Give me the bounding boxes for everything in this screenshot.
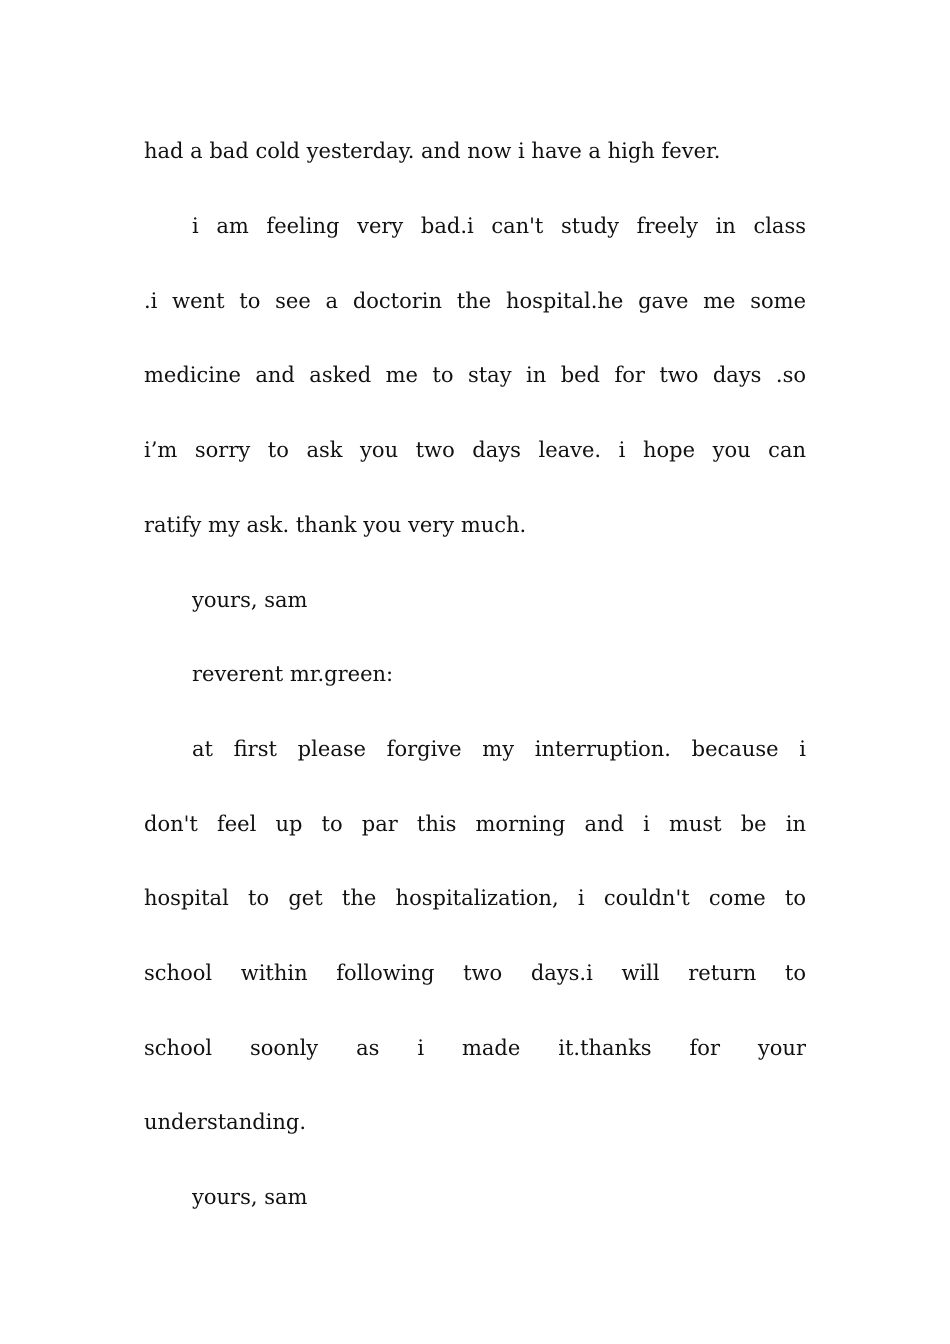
body-text-line: i am feeling very bad.i can't study freely in class [192, 214, 806, 238]
body-text-line: i’m sorry to ask you two days leave. i hope you can [144, 438, 806, 462]
body-text-line: hospital to get the hospitalization, i couldn't come to [144, 886, 806, 910]
signature-line: yours, sam [192, 1185, 308, 1209]
body-text-line: understanding. [144, 1110, 307, 1134]
body-text-line: .i went to see a doctorin the hospital.he gave me some [144, 289, 806, 313]
body-text-line: don't feel up to par this morning and i must be in [144, 812, 806, 836]
body-text-line: medicine and asked me to stay in bed for two days .so [144, 363, 806, 387]
body-text-line: school within following two days.i will return to [144, 961, 806, 985]
signature-line: yours, sam [192, 588, 308, 612]
body-text-line: had a bad cold yesterday. and now i have a high fever. [144, 139, 721, 163]
salutation-line: reverent mr.green: [192, 662, 394, 686]
body-text-line: at first please forgive my interruption. because i [192, 737, 806, 761]
body-text-line: school soonly as i made it.thanks for your [144, 1036, 806, 1060]
body-text-line: ratify my ask. thank you very much. [144, 513, 527, 537]
